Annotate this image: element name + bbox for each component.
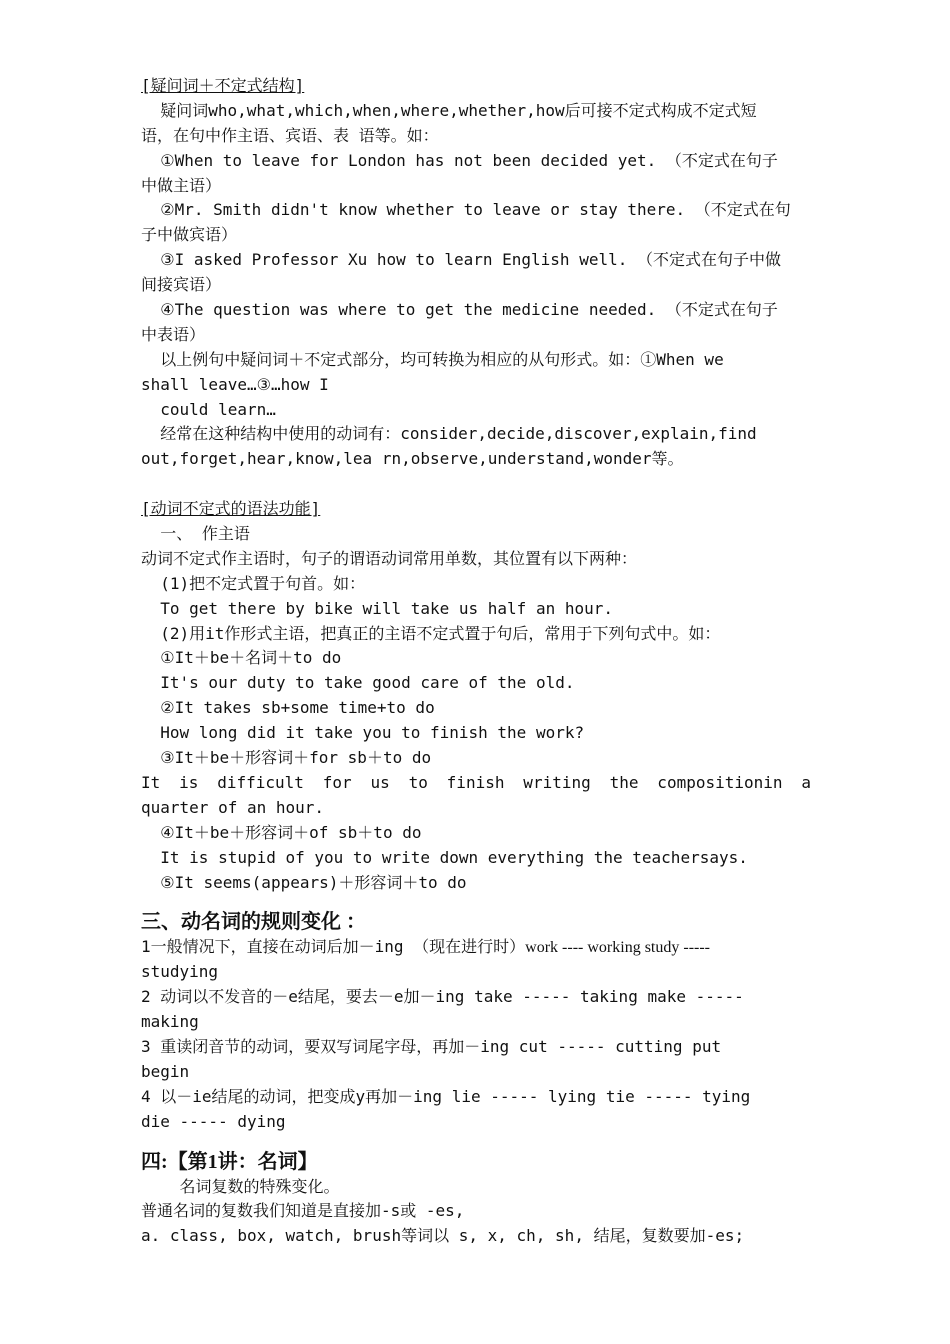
- text-line: 子中做宾语）: [141, 225, 238, 245]
- document-body: [141, 74, 811, 1249]
- text-line: (2)用it作形式主语，把真正的主语不定式置于句后，常用于下列句式中。如：: [141, 623, 721, 643]
- text-line-rule1: [141, 935, 811, 960]
- text-line: ①It＋be＋名词＋to do: [141, 648, 342, 668]
- text-line: 以上例句中疑问词＋不定式部分，均可转换为相应的从句形式。如：①When we: [141, 349, 724, 369]
- text-line: 疑问词who,what,which,when,where,whether,how后可接不定式构成不定式短: [141, 100, 757, 120]
- text-line: ①When to leave for London has not been decided yet. （不定式在句子: [141, 150, 778, 170]
- text-line: ⑤It seems(appears)＋形容词＋to do: [141, 872, 467, 892]
- text-line: ②Mr. Smith didn't know whether to leave or stay there. （不定式在句: [141, 200, 791, 220]
- text-line: 动词不定式作主语时，句子的谓语动词常用单数，其位置有以下两种：: [141, 548, 638, 568]
- section-title-noun: 四:【第1讲：名词】: [141, 1150, 318, 1173]
- text-line: It is difficult for us to finish writing the compositionin a: [141, 772, 811, 792]
- text-line: a. class, box, watch, brush等词以 s, x, ch, sh, 结尾，复数要加-es;: [141, 1226, 745, 1246]
- text-line: How long did it take you to finish the work?: [141, 723, 585, 743]
- text-line: studying: [141, 962, 219, 982]
- text-line: quarter of an hour.: [141, 797, 325, 817]
- rule1-examples: work ---- working study -----: [525, 939, 711, 957]
- text-line: 2 动词以不发音的－e结尾，要去－e加－ing take ----- taking make -----: [141, 987, 744, 1007]
- text-line: 经常在这种结构中使用的动词有：consider,decide,discover,explain,find: [141, 424, 757, 444]
- text-line: 普通名词的复数我们知道是直接加-s或 -es,: [141, 1201, 465, 1221]
- text-line: making: [141, 1012, 199, 1032]
- rule1-prefix: 1一般情况下，直接在动词后加－ing （现在进行时）: [141, 937, 526, 957]
- text-line: 名词复数的特殊变化。: [141, 1176, 340, 1196]
- text-line: ②It takes sb+some time+to do: [141, 698, 435, 718]
- text-line: (1)把不定式置于句首。如：: [141, 573, 366, 593]
- text-line: ③It＋be＋形容词＋for sb＋to do: [141, 748, 432, 768]
- paragraph-gap: [141, 472, 811, 497]
- text-line: 中做主语）: [141, 175, 222, 195]
- text-line: begin: [141, 1061, 190, 1081]
- text-line: ④It＋be＋形容词＋of sb＋to do: [141, 822, 422, 842]
- text-line: out,forget,hear,know,lea rn,observe,understand,wonder等。: [141, 449, 684, 469]
- text-line: 3 重读闭音节的动词，要双写词尾字母，再加－ing cut ----- cutting put: [141, 1036, 722, 1056]
- text-line: die ----- dying: [141, 1111, 286, 1131]
- text-line: It's our duty to take good care of the old.: [141, 673, 575, 693]
- text-line: To get there by bike will take us half an hour.: [141, 598, 614, 618]
- text-line: could learn…: [141, 399, 276, 419]
- text-line: 语，在句中作主语、宾语、表 语等。如：: [141, 125, 439, 145]
- text-line: 中表语）: [141, 324, 206, 344]
- text-line: 4 以－ie结尾的动词，把变成y再加－ing lie ----- lying tie ----- tying: [141, 1086, 751, 1106]
- text-line: 一、 作主语: [141, 524, 250, 544]
- heading-infinitive-function: [动词不定式的语法功能]: [141, 499, 321, 519]
- text-line: ③I asked Professor Xu how to learn English well. （不定式在句子中做: [141, 250, 781, 270]
- text-line: ④The question was where to get the medicine needed. （不定式在句子: [141, 300, 778, 320]
- section-title-gerund: 三、动名词的规则变化 ：: [141, 911, 366, 934]
- text-line: shall leave…③…how I: [141, 374, 329, 394]
- text-line: 间接宾语）: [141, 275, 222, 295]
- text-line: It is stupid of you to write down everything the teachersays.: [141, 847, 748, 867]
- heading-wh-infinitive: [疑问词＋不定式结构]: [141, 76, 305, 95]
